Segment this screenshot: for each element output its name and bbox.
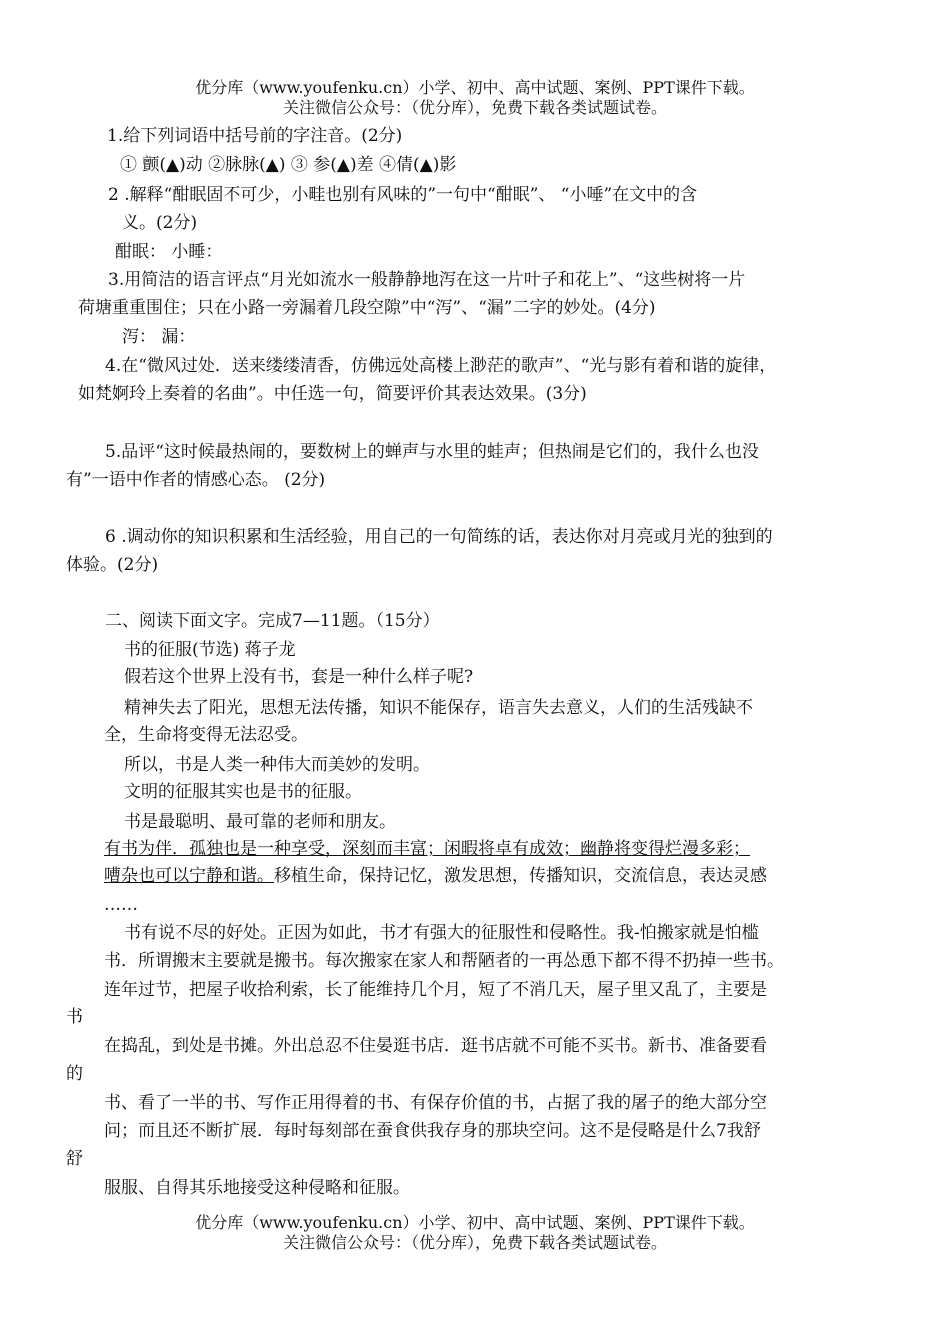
question-4-line-1: 4.在“微风过处．送来缕缕清香，仿佛远处高楼上渺茫的歌声”、“光与影有着和谐的旋律， (105, 356, 777, 376)
paragraph-4: 文明的征服其实也是书的征服。 (124, 782, 362, 802)
paragraph-6-underlined: 有书为伴．孤独也是一种享受，深刻而丰富；闲暇将卓有成效；幽静将变得烂漫多彩； (104, 839, 750, 859)
paragraph-5: 书是最聪明、最可靠的老师和朋友。 (124, 812, 396, 832)
question-3-line-1: 3.用简洁的语言评点“月光如流水一般静静地泻在这一片叶子和花上”、“这些树将一片 (108, 270, 746, 290)
paragraph-7-wrap-2: 的 (66, 1064, 83, 1084)
footer-line-2: 关注微信公众号：（优分库），免费下载各类试题试卷。 (282, 1233, 667, 1252)
section-2-heading: 二、阅读下面文字。完成7—11题。（15分） (105, 611, 440, 631)
paragraph-2-line-2: 全，生命将变得无法忍受。 (104, 725, 308, 745)
paragraph-2-line-1: 精神失去了阳光，思想无法传播，知识不能保存，语言失去意义，人们的生活残缺不 (124, 698, 753, 718)
paragraph-7-line-3: 连年过节，把屋子收拾利索，长了能维持几个月，短了不消几天，屋子里又乱了，主要是 (104, 980, 767, 1000)
paragraph-7-line-4: 在捣乱，到处是书摊。外出总忍不住晏逛书店．逛书店就不可能不买书。新书、准备要看 (104, 1036, 767, 1056)
footer-line-1: 优分库（www.youfenku.cn）小学、初中、高中试题、案例、PPT课件下载。 (195, 1213, 755, 1232)
paragraph-6-ellipsis: …… (104, 895, 138, 915)
article-title: 书的征服(节选) 蒋子龙 (124, 640, 296, 660)
question-1: 1.给下列词语中括号前的字注音。(2分) (107, 126, 403, 146)
question-5-line-1: 5.品评“这时候最热闹的，要数树上的蝉声与水里的蛙声；但热闹是它们的，我什么也没 (105, 442, 759, 462)
paragraph-7-line-5: 书、看了一半的书、写作正用得着的书、有保存价值的书，占据了我的屠子的绝大部分空 (104, 1093, 767, 1113)
paragraph-7-line-6: 问；而且还不断扩展．每时每刻部在蚕食供我存身的那块空问。这不是侵略是什么7我舒 (104, 1121, 761, 1141)
question-3-answer-fields: 泻： 漏： (122, 327, 196, 347)
question-5-line-2: 有”一语中作者的情感心态。 (2分) (66, 470, 326, 490)
question-2-line-1: 2 .解释“酣眠固不可少，小畦也别有风味的”一句中“酣眠”、 “小唾”在文中的含 (108, 185, 698, 205)
question-6-line-1: 6 .调动你的知识积累和生活经验，用自己的一句简练的话，表达你对月亮或月光的独到的 (105, 527, 773, 547)
paragraph-7-wrap-3: 舒 (66, 1149, 83, 1169)
paragraph-7-line-1: 书有说不尽的好处。正因为如此，书才有强大的征服性和侵略性。我-怕搬家就是怕槛 (124, 923, 759, 943)
question-4-line-2: 如梵婀玲上奏着的名曲”。中任选一句，简要评价其表达效果。(3分) (78, 384, 587, 404)
question-2-answer-fields: 酣眠： 小睡： (115, 242, 223, 262)
paragraph-7-line-7: 服服、自得其乐地接受这种侵略和征服。 (104, 1178, 410, 1198)
question-3-line-2: 荷塘重重围住；只在小路一旁漏着几段空隙”中“泻”、“漏”二字的妙处。(4分) (78, 298, 656, 318)
question-2-line-2: 义。(2分) (122, 213, 198, 233)
paragraph-6-underlined-end: 嘈杂也可以宁静和谐。 (104, 866, 274, 886)
paragraph-1: 假若这个世界上没有书，套是一种什么样子呢? (124, 667, 474, 687)
paragraph-6-line-2 (104, 865, 767, 887)
paragraph-7-wrap-1: 书 (66, 1007, 83, 1027)
question-6-line-2: 体验。(2分) (66, 555, 159, 575)
header-line-1: 优分库（www.youfenku.cn）小学、初中、高中试题、案例、PPT课件下载。 (195, 78, 755, 97)
question-1-items: ① 颤(▲)动 ②脉脉(▲) ③ 参(▲)差 ④倩(▲)影 (120, 155, 457, 175)
paragraph-6-rest: 移植生命，保持记忆，激发思想，传播知识，交流信息，表达灵感 (274, 866, 767, 886)
paragraph-7-line-2: 书．所谓搬末主要就是搬书。每次搬家在家人和帮陋者的一再怂恿下都不得不扔掉一些书。 (104, 951, 784, 971)
paragraph-3: 所以，书是人类一种伟大而美妙的发明。 (124, 755, 430, 775)
header-line-2: 关注微信公众号：（优分库），免费下载各类试题试卷。 (282, 98, 667, 117)
